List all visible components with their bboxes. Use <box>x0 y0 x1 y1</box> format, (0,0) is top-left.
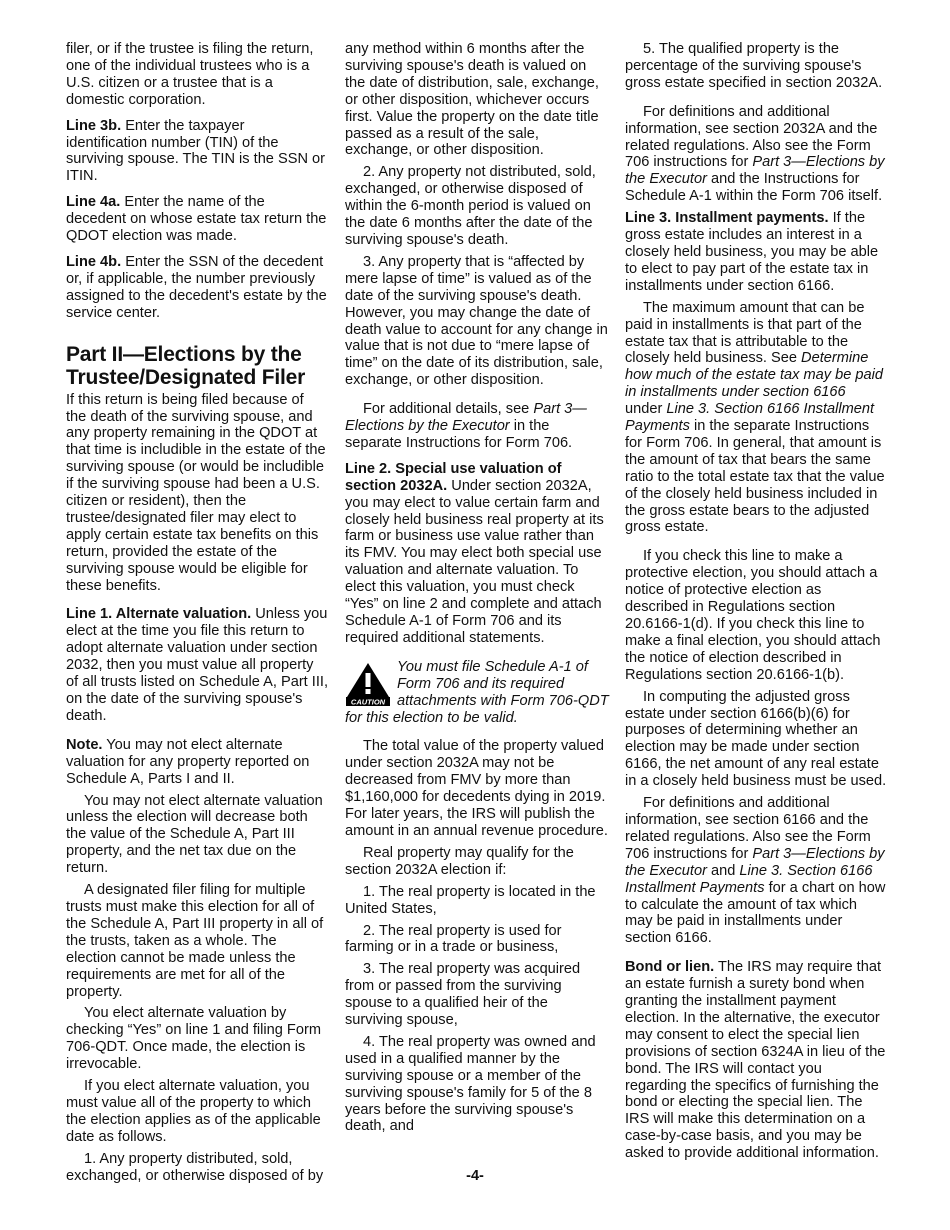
paragraph-line-1: Line 1. Alternate valuation. Unless you elect at the time you file this return to adopt alternate valuation under section 2032, then you must value all property of all trusts listed on Schedule A, Part III, on the date of the surviving spouse's death. <box>66 606 329 724</box>
line-4b-heading: Line 4b. <box>66 253 122 270</box>
line-1-heading: Line 1. Alternate valuation. <box>66 606 252 623</box>
line-4a-heading: Line 4a. <box>66 194 121 211</box>
caution-text: You must file Schedule A-1 of Form 706 and its required attachments with Form 706-QDT for this election to be valid. <box>345 658 609 726</box>
line-3-heading: Line 3. Installment payments. <box>625 210 829 227</box>
paragraph-note: Note. You may not elect alternate valuation for any property reported on Schedule A, Parts I and II. <box>66 736 310 787</box>
paragraph-total-value: The total value of the property valued under section 2032A may not be decreased from FMV by more than $1,160,000 for decedents dying in 2019. For later years, the IRS will publish the amount in an annual revenue procedure. <box>345 738 608 839</box>
paragraph-part-2-intro: If this return is being filed because of the death of the surviving spouse, and any property remaining in the QDOT at that time is includible in the estate of the surviving spouse (or would be includible if the surviving spouse had been a U.S. citizen or resident), then the trustee/designated filer may elect to apply certain estate tax benefits on this return, provided the estate of the surviving spouse would be eligible for these benefits. <box>66 391 326 594</box>
paragraph-line-3b: Line 3b. Enter the taxpayer identification number (TIN) of the surviving spouse. The TIN is the SSN or ITIN. <box>66 117 326 185</box>
paragraph-additional-details: For additional details, see Part 3—Elections by the Executor in the separate Instructions for Form 706. <box>345 401 587 451</box>
requirement-item-1: 1. The real property is located in the United States, <box>345 883 596 917</box>
paragraph-designated-filer: A designated filer filing for multiple trusts must make this election for all of the Schedule A, Part III property in all of the trusts, taken as a whole. The election cannot be made unless the requirements are met for all of the property. <box>66 882 324 1000</box>
requirement-item-5: 5. The qualified property is the percentage of the surviving spouse's gross estate specified in section 2032A. <box>625 41 883 91</box>
paragraph-method-cont: any method within 6 months after the surviving spouse's death is valued on the date of distribution, sale, exchange, or other disposition, whichever occurs first. Value the property on the date title passed as a result of the sale, exchange, or other disposition. <box>345 41 599 159</box>
note-heading: Note. <box>66 736 103 753</box>
paragraph-computing: In computing the adjusted gross estate under section 6166(b)(6) for purposes of determining whether an election may be made under section 6166, the net amount of any real estate in a closely held business must be used. <box>625 688 887 790</box>
caution-label: CAUTION <box>350 697 386 707</box>
list-item-3: 3. Any property that is “affected by mere lapse of time” is valued as of the date of the surviving spouse's death. However, you may change the date of death value to account for any change in value that is not due to “mere lapse of time” on the date of its distribution, sale, exchange, or other disposition. <box>345 253 608 389</box>
column-3 <box>625 41 887 1171</box>
caution-icon <box>345 661 391 707</box>
paragraph-real-property: Real property may qualify for the section 2032A election if: <box>345 844 574 878</box>
requirement-item-3: 3. The real property was acquired from or passed from the surviving spouse to a qualified heir of the surviving spouse, <box>345 961 581 1029</box>
paragraph-definitions-6166: For definitions and additional information, see section 6166 and the related regulations. Also see the Form 706 instructions for Part 3—Elections by the Executor and Line 3. Section 6166 Installment Payments for a chart on how to calculate the amount of tax which may be paid in installments under section 6166. <box>625 795 886 947</box>
paragraph-bond-or-lien: Bond or lien. The IRS may require that an estate furnish a surety bond when granting the installment payment election. In the alternative, the executor may consent to elect the special lien provisions of section 6324A in lieu of the bond. The IRS will contact you regarding the specifics of furnishing the bond or electing the special lien. The IRS will make this determination on a case-by-case basis, and you may be asked to provide additional information. <box>625 959 886 1162</box>
paragraph-line-4b: Line 4b. Enter the SSN of the decedent or, if applicable, the number previously assigned to the decedent's estate by the service center. <box>66 253 327 321</box>
part-2-heading: Part II—Elections by the Trustee/Designated Filer <box>66 342 306 389</box>
list-item-1: 1. Any property distributed, sold, exchanged, or otherwise disposed of by <box>66 1150 324 1184</box>
paragraph-elect: You elect alternate valuation by checking “Yes” on line 1 and filing Form 706-QDT. Once made, the election is irrevocable. <box>66 1005 321 1073</box>
paragraph-decrease: You may not elect alternate valuation unless the election will decrease both the value of the Schedule A, Part III property, and the net tax due on the return. <box>66 792 323 877</box>
paragraph-trustee-cont: filer, or if the trustee is filing the return, one of the individual trustees who is a U.S. citizen or a trustee that is a domestic corporation. <box>66 41 314 108</box>
caution-notice <box>345 659 609 727</box>
paragraph-protective-election: If you check this line to make a protective election, you should attach a notice of protective election as described in Regulations section 20.6166-1(d). If you check this line to make a final election, you should attach the notice of election described in Regulations section 20.6166-1(b). <box>625 548 881 683</box>
column-1 <box>66 41 328 1189</box>
paragraph-line-4a: Line 4a. Enter the name of the decedent on whose estate tax return the QDOT election was made. <box>66 194 327 245</box>
line-2-heading: Line 2. Special use valuation of section 2032A. <box>345 460 562 494</box>
paragraph-maximum-amount: The maximum amount that can be paid in installments is that part of the estate tax that is attributable to the closely held business. See Determine how much of the estate tax may be paid in installments under section 6166 under Line 3. Section 6166 Installment Payments in the separate Instructions for Form 706. In general, that amount is the amount of tax that bears the same ratio to the total estate tax that the value of the closely held business included in the gross estate bears to the adjusted gross estate. <box>625 299 885 536</box>
bond-heading: Bond or lien. <box>625 959 715 976</box>
paragraph-definitions-2032a: For definitions and additional information, see section 2032A and the related regulations. Also see the Form 706 instructions for Part 3—Elections by the Executor and the Instructions for Schedule A-1 within the Form 706 itself. <box>625 103 885 205</box>
requirement-item-4: 4. The real property was owned and used in a qualified manner by the surviving spouse or a member of the surviving spouse's family for 5 of the 8 years before the surviving spouse's death, and <box>345 1033 596 1135</box>
paragraph-line-2: Line 2. Special use valuation of section 2032A. Under section 2032A, you may elect to value certain farm and closely held business real property at its farm or business use value rather than its FMV. You may elect both special use valuation and alternate valuation. To elect this valuation, you must check “Yes” on line 2 and complete and attach Schedule A-1 of Form 706 and its required additional statements. <box>345 460 604 646</box>
list-item-2: 2. Any property not distributed, sold, exchanged, or otherwise disposed of within the 6-month period is valued on the date 6 months after the date of the surviving spouse's death. <box>345 164 596 248</box>
requirement-item-2: 2. The real property is used for farming or in a trade or business, <box>345 922 562 956</box>
column-2 <box>345 41 609 1140</box>
paragraph-if-you-elect: If you elect alternate valuation, you must value all of the property to which the election applies as of the applicable date as follows. <box>66 1078 321 1145</box>
page-number: -4- <box>466 1168 484 1184</box>
paragraph-line-3: Line 3. Installment payments. If the gross estate includes an interest in a closely held business, you may be able to elect to pay part of the estate tax in installments under section 6166. <box>625 210 879 294</box>
line-3b-heading: Line 3b. <box>66 117 122 134</box>
